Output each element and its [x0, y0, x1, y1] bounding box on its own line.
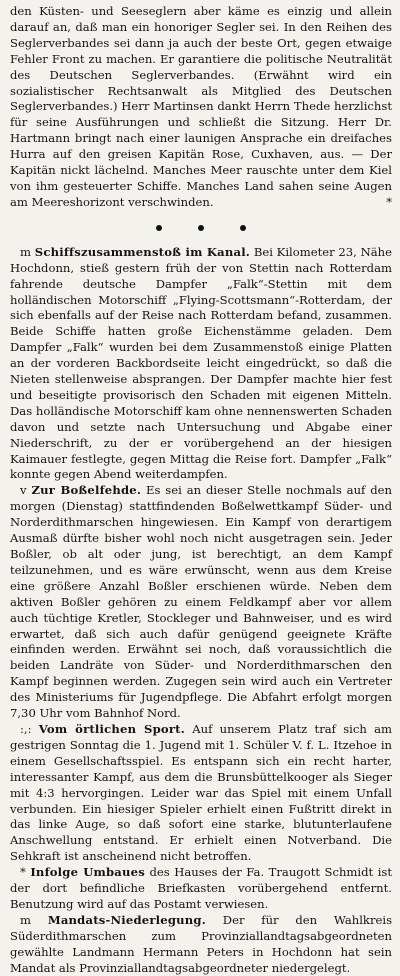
- section-divider: [10, 215, 392, 241]
- end-star-mark: *: [386, 194, 392, 209]
- divider-dot-icon: [198, 225, 204, 231]
- item-heading: Vom örtlichen Sport.: [38, 721, 185, 736]
- item-text: Es sei an dieser Stelle nochmals auf den morgen (Dienstag) stattfindenden Boßelwettkampf Süder- und Norderdithmarschen hingewiesen. Ein Kampf von derartigem Ausmaß dürfte bisher wohl noch nicht ausgetragen sein. Jeder Boßler, ob alt oder jung, ist berechtigt, an dem Kampf teilzunehmen, und es wäre erwünscht, wenn aus dem Kreise eine größere Anzahl Boßler erschienen würde. Neben dem aktiven Boßler gehören zu einem Feldkampf aber vor allem auch tüchtige Kretler, Stockleger und Bahnweiser, und es wird erwartet, daß sich auch dafür genügend geeignete Kräfte einfinden werden. Erwähnt sei noch, daß voraussichtlich die beiden Landräte von Süder- und Norderdithmarschen den Kampf beginnen werden. Zugegen sein wird auch ein Vertreter des Ministeriums für Jugendpflege. Die Abfahrt erfolgt morgen 7,30 Uhr vom Bahnhof Nord.: [10, 483, 392, 721]
- item-text: Bei Kilometer 23, Nähe Hochdonn, stieß gestern früh der von Stettin nach Rotterdam fahrende deutsche Dampfer „Falk“-Stettin mit dem holländischen Motorschiff „Flying-Scottsmann“-Rotterdam, der sich ebenfalls auf der Reise nach Rotterdam befand, zusammen. Beide Schiffe hatten große Eichenstämme geladen. Dem Dampfer „Falk“ wurden bei dem Zusammenstoß einige Platten an der vorderen Backbordseite leicht eingedrückt, so daß die Nieten stellenweise absprangen. Der Dampfer machte hier fest und beseitigte provisorisch den Schaden mit eigenen Mitteln. Das holländische Motorschiff kam ohne nennenswerten Schaden davon und setzte nach Untersuchung und Abgabe einer Niederschrift, zu der er vorübergehend an der hiesigen Kaimauer festlegte, gegen Mittag die Reise fort. Dampfer „Falk“ konnte gegen Abend weiterdampfen.: [10, 244, 393, 482]
- news-item-kanal: [10, 245, 392, 484]
- item-heading: Zur Boßelfehde.: [31, 483, 142, 498]
- item-prefix: *: [20, 865, 26, 880]
- news-item-bosselfehde: [10, 483, 392, 722]
- item-prefix: m: [20, 912, 31, 927]
- divider-dot-icon: [240, 225, 246, 231]
- news-item-umbau: [10, 865, 392, 913]
- item-prefix: m: [20, 244, 31, 259]
- divider-dot-icon: [156, 225, 162, 231]
- item-heading: Mandats-Niederlegung.: [47, 912, 206, 927]
- article-text: den Küsten- und Seeseglern aber käme es einzig und allein darauf an, daß man ein honoriger Segler sei. In den Reihen des Seglerverbandes sei dann ja auch der beste Ort, gegen etwaige Fehler Front zu machen. Er garantiere die politische Neutralität des Deutschen Seglerverbandes. (Erwähnt wird ein sozialistischer Rechtsanwalt als Mitglied des Deutschen Seglerverbandes.) Herr Martinsen dankt Herrn Thede herzlichst für seine Ausführungen und schließt die Sitzung. Herr Dr. Hartmann bringt nach einer launigen Ansprache ein dreifaches Hurra auf den greisen Kapitän Rose, Cuxhaven, aus. — Der Kapitän nickt lächelnd. Manches Meer rauschte unter dem Kiel von ihm gesteuerter Schiffe. Manches Land sahen seine Augen am Meereshorizont verschwinden.: [10, 4, 392, 209]
- item-text: Der für den Wahlkreis Süderdithmarschen zum Provinziallandtagsabgeordneten gewählte Landmann Hermann Peters in Hochdonn hat sein Mandat als Provinziallandtagsabgeordneter niedergelegt.: [10, 912, 393, 975]
- article-seglerverband-end: [10, 4, 392, 211]
- item-text: des Hauses der Fa. Traugott Schmidt ist der dort befindliche Briefkasten vorübergehend entfernt. Benutzung wird auf das Postamt verwiesen.: [10, 865, 393, 911]
- item-prefix: v: [20, 483, 27, 498]
- item-text: Auf unserem Platz traf sich am gestrigen Sonntag die 1. Jugend mit 1. Schüler V. f. L. Itzehoe in einem Gesellschaftsspiel. Es entspann sich ein recht harter, interessanter Kampf, aus dem die Brunsbüttelkooger als Sieger mit 4:3 hervorgingen. Leider war das Spiel mit einem Unfall verbunden. Ein hiesiger Spieler erhielt einen Fußtritt direkt in das linke Auge, so daß sofort eine starke, blutunterlaufene Anschwellung entstand. Er erhielt einen Notverband. Die Sehkraft ist anscheinend nicht betroffen.: [10, 721, 393, 864]
- item-heading: Schiffszusammenstoß im Kanal.: [34, 244, 251, 259]
- item-heading: Infolge Umbaues: [30, 865, 145, 880]
- news-item-sport: [10, 722, 392, 865]
- item-prefix: :,:: [20, 721, 32, 736]
